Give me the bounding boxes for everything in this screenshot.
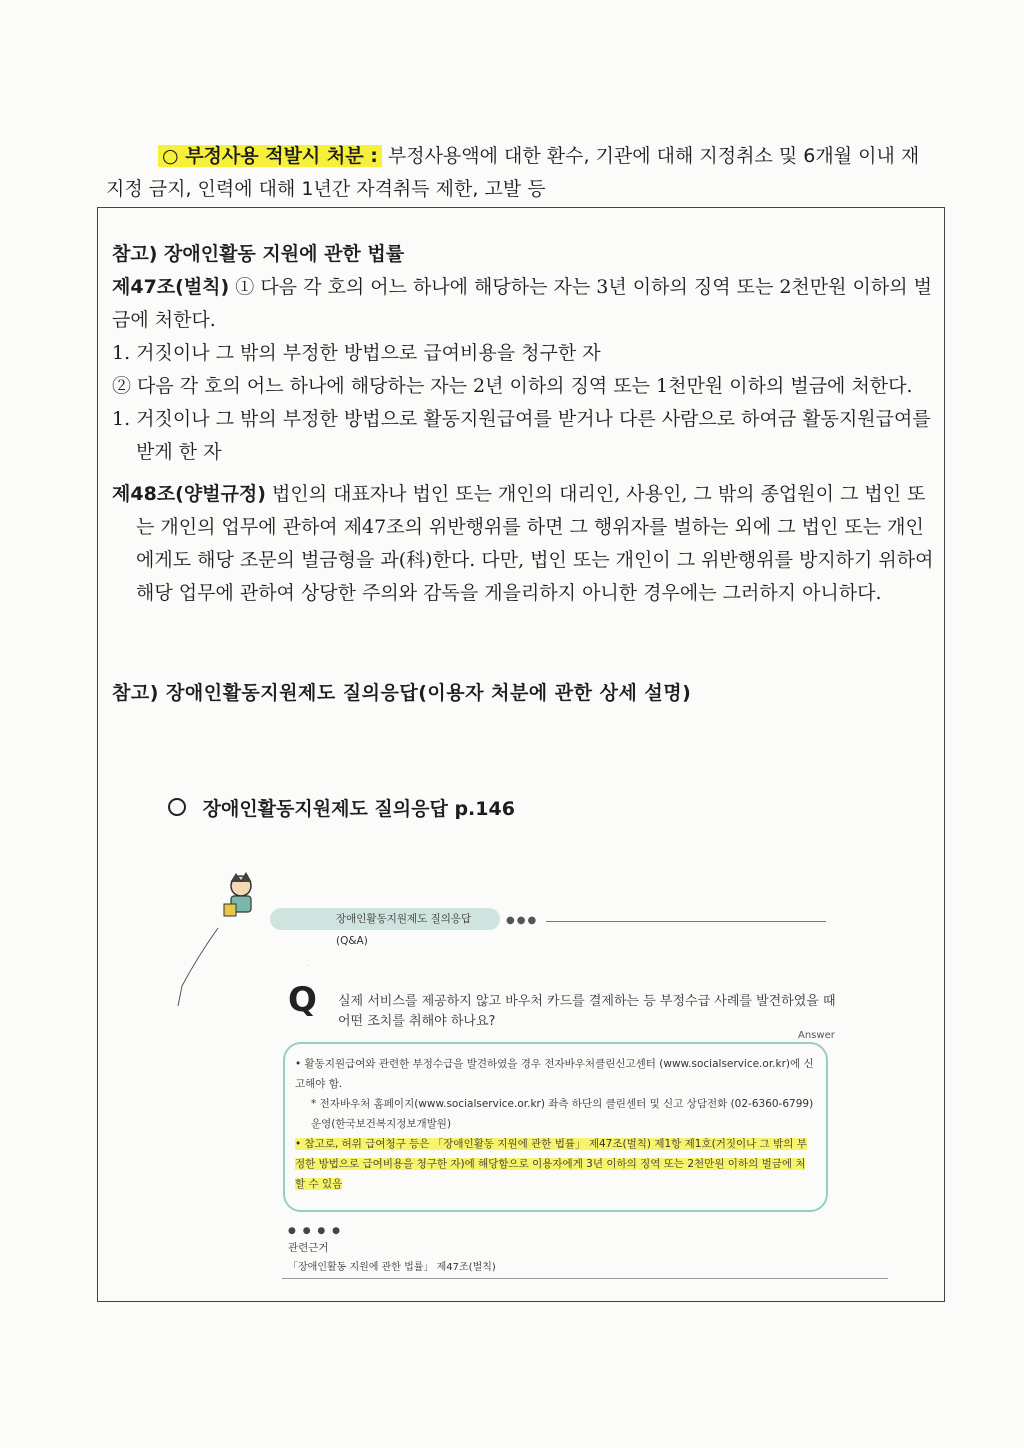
article-47-p1-item: 1. 거짓이나 그 밖의 부정한 방법으로 급여비용을 청구한 자	[112, 342, 601, 364]
article-47-paragraph-2: ② 다음 각 호의 어느 하나에 해당하는 자는 2년 이하의 징역 또는 1천만원 이하의 벌금에 처한다.	[112, 375, 913, 397]
law-title: 참고) 장애인활동 지원에 관한 법률	[112, 243, 405, 265]
article-48-label: 제48조(양벌규정)	[112, 483, 266, 505]
article-47-p1-text: ① 다음 각 호의 어느 하나에 해당하는 자는 3년 이하의 징역 또는 2천만원 이하의 벌금에 처한다.	[112, 276, 932, 331]
scanned-qa-excerpt	[158, 868, 898, 1288]
intro-paragraph	[106, 140, 936, 206]
banner-rule	[546, 921, 826, 922]
answer-item-1: • 활동지원급여와 관련한 부정수급을 발견하였을 경우 전자바우처클린신고센터 (www.socialservice.or.kr)에 신고해야 함.	[295, 1058, 814, 1090]
answer-content	[295, 1054, 815, 1194]
reference-box	[97, 207, 945, 1302]
qa-reference-title: 참고) 장애인활동지원제도 질의응답(이용자 처분에 관한 상세 설명)	[112, 682, 692, 704]
intro-text: 부정사용액에 대한 환수, 기관에 대해 지정취소 및 6개월 이내 재지정 금지, 인력에 대해 1년간 자격취득 제한, 고발 등	[106, 145, 920, 200]
question-text: 실제 서비스를 제공하지 않고 바우처 카드를 결제하는 등 부정수급 사례를 발견하였을 때 어떤 조치를 취해야 하나요?	[338, 994, 836, 1029]
sub-heading	[168, 794, 515, 821]
intro-heading: ○ 부정사용 적발시 처분 :	[158, 145, 382, 167]
banner-dots: ●●●	[506, 915, 539, 926]
question-mark-q: Q	[288, 980, 317, 1020]
mascot-icon	[220, 872, 262, 920]
answer-label: Answer	[798, 1030, 835, 1041]
related-rule	[282, 1278, 888, 1279]
article-47-paragraph-1	[112, 271, 934, 337]
article-47-label: 제47조(벌칙)	[112, 276, 230, 298]
article-47-p2-item: 1. 거짓이나 그 밖의 부정한 방법으로 활동지원급여를 받거나 다른 사람으로 하여금 활동지원급여를 받게 한 자	[112, 408, 931, 463]
related-heading: 관련근거	[288, 1242, 329, 1254]
article-48	[112, 478, 934, 610]
connector-line	[168, 926, 308, 1006]
law-excerpt	[112, 238, 934, 610]
sub-heading-text: 장애인활동지원제도 질의응답 p.146	[202, 798, 515, 820]
circle-bullet-icon	[168, 798, 186, 816]
qa-banner: 장애인활동지원제도 질의응답(Q&A)	[270, 908, 500, 930]
answer-note: * 전자바우처 홈페이지(www.socialservice.or.kr) 좌측 하단의 클린센터 및 신고 상담전화 (02-6360-6799) 운영(한국보건복지정보개발원)	[311, 1098, 814, 1130]
related-dots: ● ● ● ●	[288, 1226, 342, 1236]
answer-item-2: • 참고로, 허위 급여청구 등은 「장애인활동 지원에 관한 법률」 제47조(벌칙) 제1항 제1호(거짓이나 그 밖의 부정한 방법으로 급여비용을 청구한 자)에 해당함으로 이용자에게 3년 이하의 징역 또는 2천만원 이하의 벌금에 처할 수 있음	[295, 1138, 807, 1190]
article-48-text: 법인의 대표자나 법인 또는 개인의 대리인, 사용인, 그 밖의 종업원이 그 법인 또는 개인의 업무에 관하여 제47조의 위반행위를 하면 그 행위자를 벌하는 외에 그 법인 또는 개인에게도 해당 조문의 벌금형을 과(科)한다. 다만, 법인 또는 개인이 그 위반행위를 방지하기 위하여 해당 업무에 관하여 상당한 주의와 감독을 게을리하지 아니한 경우에는 그러하지 아니하다.	[136, 483, 934, 604]
related-text: 「장애인활동 지원에 관한 법률」 제47조(벌칙)	[288, 1262, 496, 1273]
answer-box	[283, 1042, 828, 1212]
